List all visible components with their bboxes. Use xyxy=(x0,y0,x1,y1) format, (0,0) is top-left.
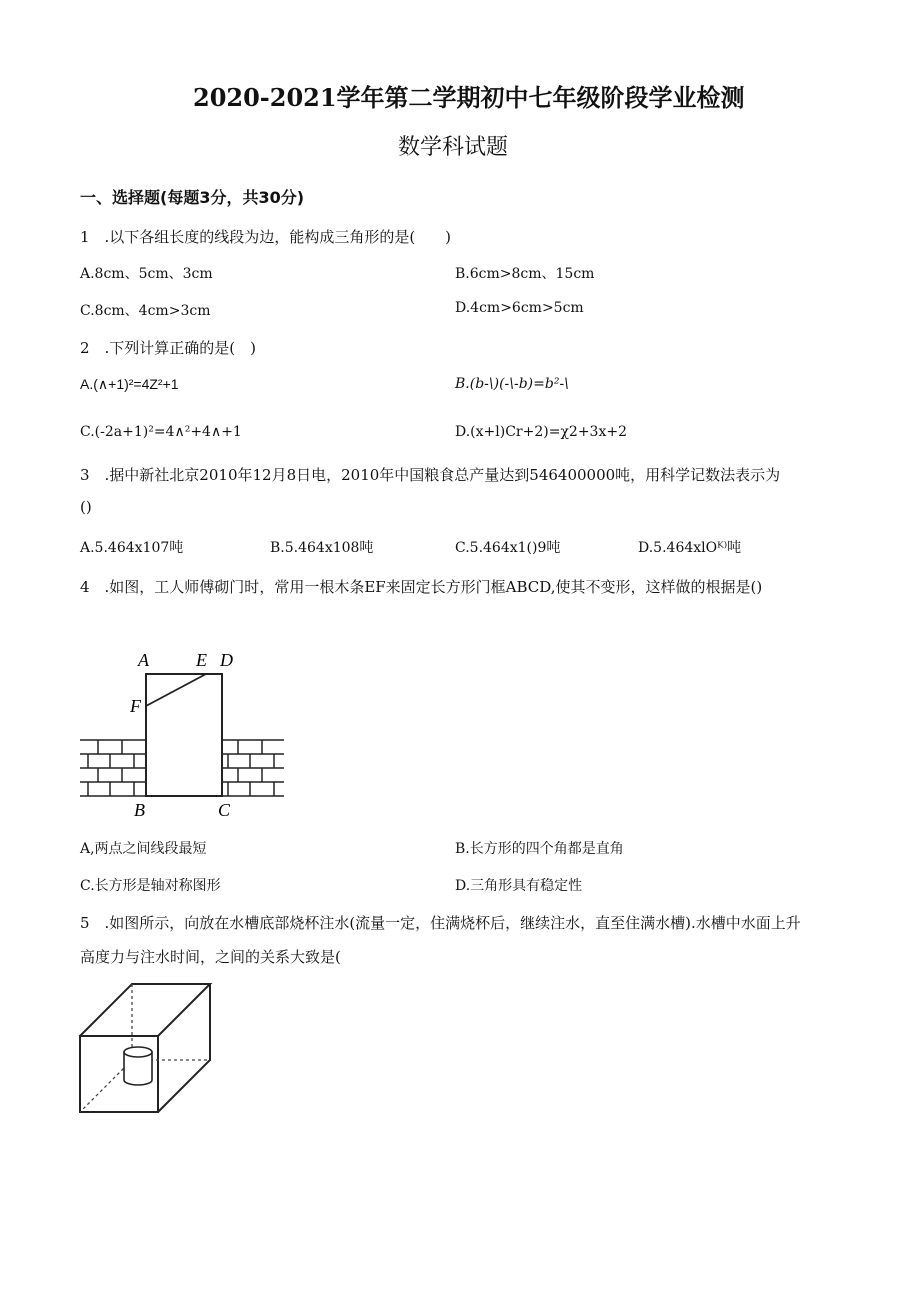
left-brick-wall xyxy=(80,740,146,796)
question-2-stem: 2 .下列计算正确的是( ) xyxy=(80,339,257,357)
question-4-option-c: C.长方形是轴对称图形 xyxy=(80,878,221,894)
right-brick-wall xyxy=(222,740,284,796)
question-3-option-d: D.5.464xlOᴷ⁾吨 xyxy=(638,540,742,556)
section-heading: 一、选择题(每题3分，共30分) xyxy=(80,188,305,207)
label-a: A xyxy=(138,650,149,670)
label-f: F xyxy=(130,696,141,716)
question-3-stem-continued: () xyxy=(80,498,92,516)
question-3-option-b: B.5.464x108吨 xyxy=(270,540,374,556)
question-5-stem: 5 .如图所示，向放在水槽底部烧杯注水(流量一定，住满烧杯后，继续注水，直至住满水槽).水槽中水面上升 xyxy=(80,914,801,932)
question-1-stem: 1 .以下各组长度的线段为边，能构成三角形的是( ) xyxy=(80,228,452,246)
door-frame-figure xyxy=(78,648,288,818)
question-4-option-d: D.三角形具有稳定性 xyxy=(455,878,583,894)
question-1-option-d: D.4cm>6cm>5cm xyxy=(455,300,584,316)
tank-right-face xyxy=(158,984,210,1112)
question-2-option-c: C.(-2a+1)²=4∧²+4∧+1 xyxy=(80,424,242,440)
label-d: D xyxy=(220,650,233,670)
question-2-option-a: A.(∧+1)²=4Z²+1 xyxy=(80,376,179,392)
page-title: 2020-2021学年第二学期初中七年级阶段学业检测 xyxy=(193,83,745,112)
question-3-stem: 3 .据中新社北京2010年12月8日电，2010年中国粮食总产量达到546400000吨，用科学记数法表示为 xyxy=(80,466,781,484)
question-4-option-b: B.长方形的四个角都是直角 xyxy=(455,841,624,857)
label-e: E xyxy=(196,650,207,670)
question-4-option-a: A,两点之间线段最短 xyxy=(80,841,207,857)
tank-top-face xyxy=(80,984,210,1036)
water-tank-figure xyxy=(76,980,216,1120)
question-2-option-d: D.(x+l)Cr+2)=χ2+3x+2 xyxy=(455,424,627,440)
label-b: B xyxy=(134,800,145,818)
question-3-option-a: A.5.464x107吨 xyxy=(80,540,184,556)
question-1-option-c: C.8cm、4cm>3cm xyxy=(80,303,211,319)
label-c: C xyxy=(218,800,231,818)
question-5-stem-continued: 高度力与注水时间，之间的关系大致是( xyxy=(80,948,341,966)
question-1-option-b: B.6cm>8cm、15cm xyxy=(455,266,595,282)
page-subtitle: 数学科试题 xyxy=(398,135,509,160)
question-1-option-a: A.8cm、5cm、3cm xyxy=(80,266,213,282)
question-2-option-b: B.(b-\)(-\-b)=b²-\ xyxy=(455,376,569,392)
door-frame-rectangle xyxy=(146,674,222,796)
beaker-icon xyxy=(124,1047,152,1085)
question-3-option-c: C.5.464x1()9吨 xyxy=(455,540,561,556)
question-4-stem: 4 .如图，工人师傅砌门时，常用一根木条EF来固定长方形门框ABCD,使其不变形，这样做的根据是() xyxy=(80,578,763,596)
